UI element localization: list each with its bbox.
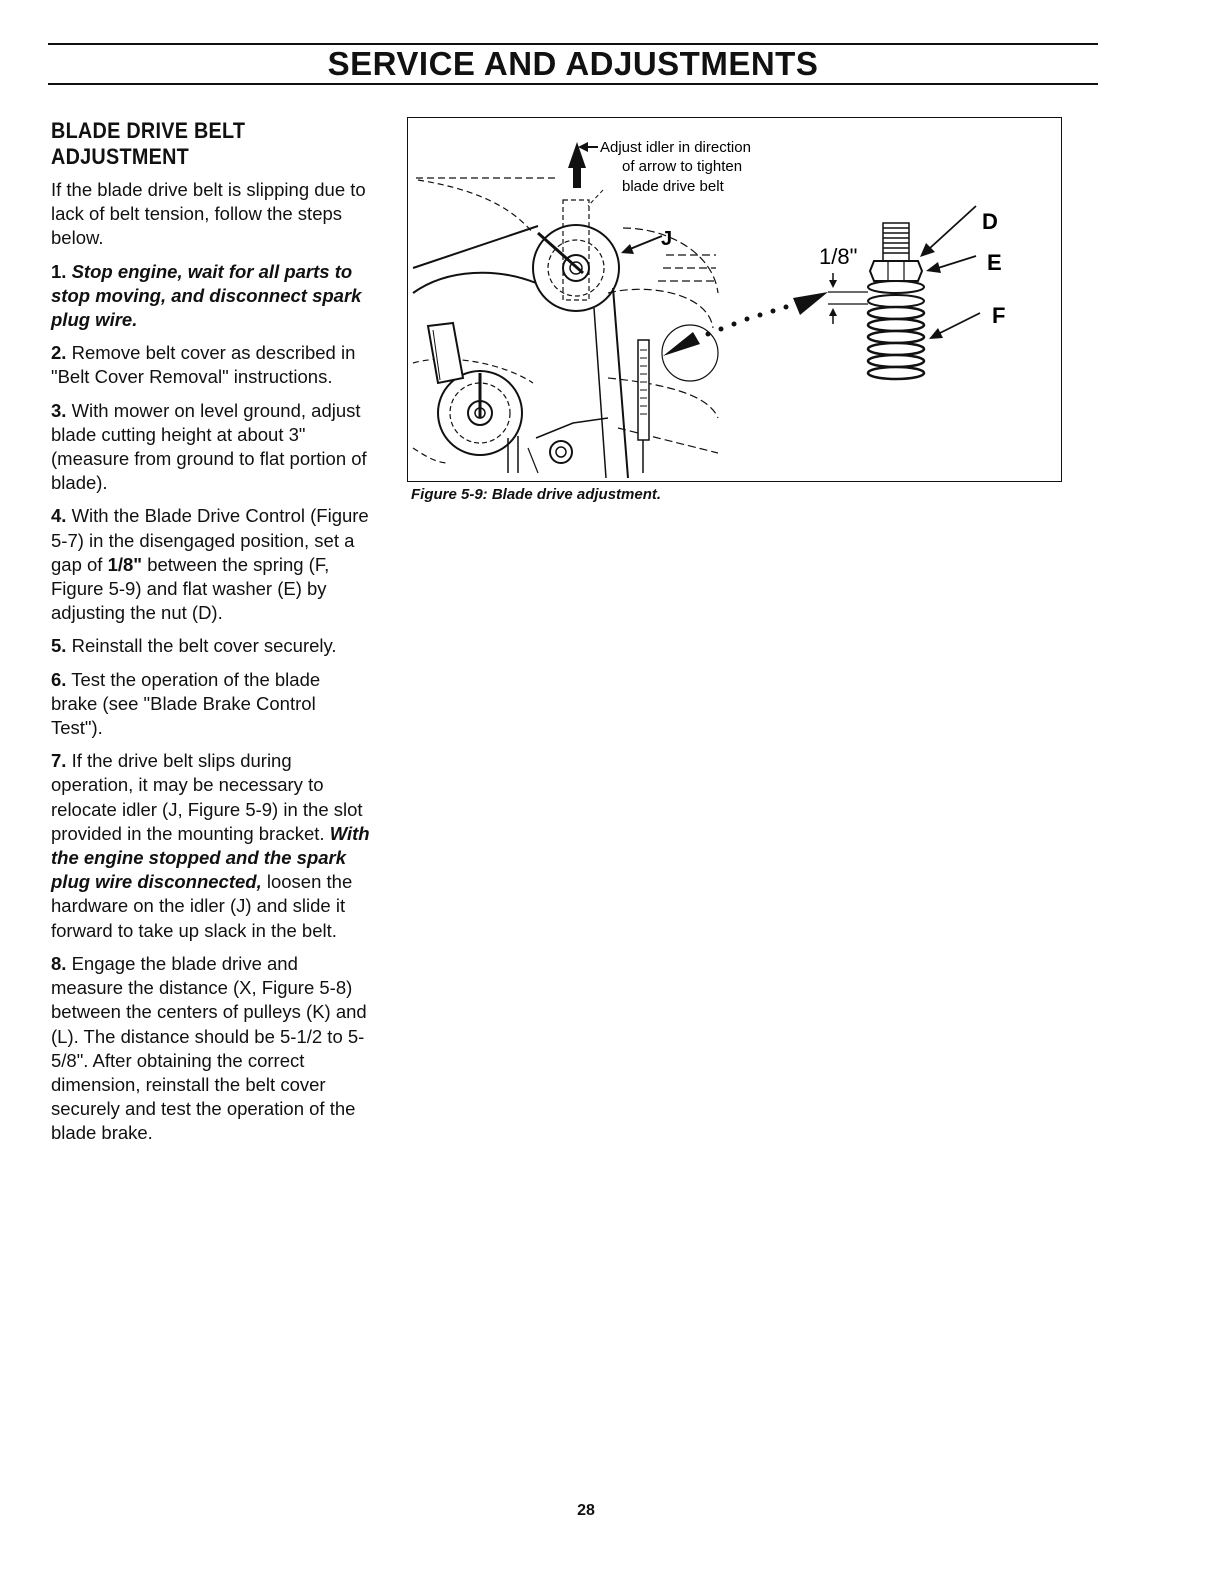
belt-outline-dashed <box>418 180 533 233</box>
step-text: Test the operation of the blade brake (see "Blade Brake Control Test"). <box>51 668 321 739</box>
step-number: 2. <box>51 342 67 364</box>
gap-dimension-icon <box>828 273 868 324</box>
drive-pulley-icon <box>413 359 533 463</box>
step-number: 8. <box>51 952 67 974</box>
label-d-pointer-icon <box>920 206 976 257</box>
label-f: F <box>992 303 1006 328</box>
step-8 <box>51 952 371 1146</box>
label-e: E <box>987 250 1002 275</box>
instructions-column <box>51 118 371 1155</box>
label-j: J <box>661 228 673 250</box>
step-number: 6. <box>51 668 67 690</box>
blade-pulley-dashed-icon <box>608 228 718 453</box>
belt-line <box>613 288 628 478</box>
mounting-bracket-icon <box>428 323 463 383</box>
step-2 <box>51 341 371 389</box>
figure-caption: Figure 5-9: Blade drive adjustment. <box>411 486 662 503</box>
label-j-pointer-icon <box>621 236 662 254</box>
label-d: D <box>982 209 998 234</box>
detail-dotted-arrow-icon <box>663 292 828 356</box>
step-number: 7. <box>51 750 67 772</box>
callout-line1: Adjust idler in direction <box>600 139 751 156</box>
intro-paragraph: If the blade drive belt is slipping due to lack of belt tension, follow the steps below. <box>51 179 366 249</box>
label-e-pointer-icon <box>926 256 976 273</box>
callout-line3: blade drive belt <box>622 178 724 195</box>
gap-label: 1/8" <box>819 244 858 269</box>
label-f-pointer-icon <box>929 313 980 339</box>
page-number: 28 <box>577 1502 595 1519</box>
safety-warning: Stop engine, wait for all parts to stop moving, and disconnect spark plug wire. <box>51 260 362 331</box>
step-3 <box>51 399 371 496</box>
leader-line <box>588 190 603 206</box>
step-text: Remove belt cover as described in "Belt Cover Removal" instructions. <box>51 342 356 388</box>
step-number: 4. <box>51 505 67 527</box>
blade-drive-diagram <box>408 118 1061 481</box>
belt-line <box>594 308 606 478</box>
step-number: 3. <box>51 399 67 421</box>
header-rule-bottom <box>48 83 1098 85</box>
step-text: Reinstall the belt cover securely. <box>71 635 337 657</box>
step-7 <box>51 749 371 943</box>
section-heading <box>51 118 339 170</box>
safety-warning: With the engine stopped and the spark plug wire disconnected, <box>51 822 370 893</box>
bolt-head-icon <box>508 418 608 473</box>
callout-pointer-icon <box>578 142 598 152</box>
section-heading-line1: BLADE DRIVE BELT <box>51 118 246 143</box>
step-text: With mower on level ground, adjust blade cutting height at about 3" (measure from ground to flat portion of blade). <box>51 399 367 494</box>
step-5 <box>51 634 371 658</box>
figure-blade-drive <box>407 117 1062 482</box>
belt-line <box>413 273 536 293</box>
step-number: 1. <box>51 260 67 282</box>
step-1 <box>51 260 371 333</box>
step-number: 5. <box>51 635 67 657</box>
step-4 <box>51 504 371 625</box>
spring-rod-icon <box>638 340 649 473</box>
adjustment-stack-icon <box>868 223 924 379</box>
step-text: between the spring (F, Figure 5-9) and flat washer (E) by adjusting the nut (D). <box>51 553 330 624</box>
section-heading-line2: ADJUSTMENT <box>51 144 190 169</box>
step-text: If the drive belt slips during operation, it may be necessary to relocate idler (J, Figure 5-9) in the slot provided in the mounting bracket. <box>51 750 363 844</box>
step-text: With the Blade Drive Control (Figure 5-7) in the disengaged position, set a gap of <box>51 505 369 575</box>
step-text: Engage the blade drive and measure the distance (X, Figure 5-8) between the centers of pulleys (K) and (L). The distance should be 5-1/2 to 5-5/8". After obtaining the correct dimension, reinstall the belt cover securely and test the operation of the blade brake. <box>51 952 367 1144</box>
callout-line2: of arrow to tighten <box>622 158 743 175</box>
idler-pulley-j-icon <box>533 200 619 311</box>
step-text: loosen the hardware on the idler (J) and slide it forward to take up slack in the belt. <box>51 871 353 941</box>
belt-line <box>413 226 538 268</box>
step-6 <box>51 668 371 741</box>
page-title: SERVICE AND ADJUSTMENTS <box>327 45 819 82</box>
gap-measurement: 1/8" <box>107 553 143 575</box>
